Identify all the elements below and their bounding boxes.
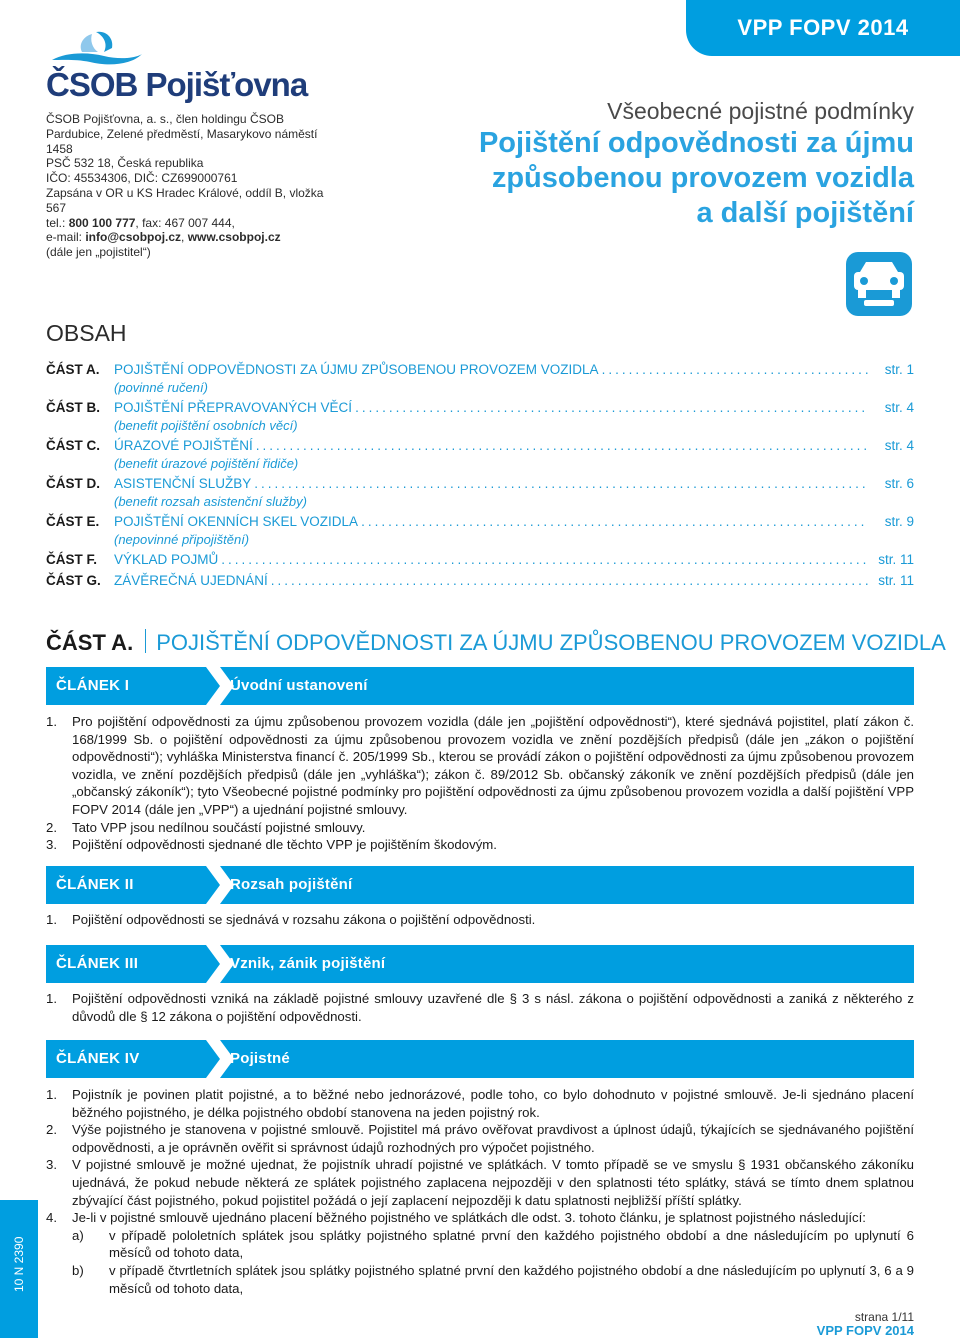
title-subtitle: Všeobecné pojistné podmínky [607, 98, 914, 124]
paragraph [46, 911, 914, 929]
car-icon [840, 250, 918, 318]
paragraph-number: 1. [46, 912, 57, 927]
toc-item[interactable] [46, 573, 914, 591]
toc-page: str. 1 [884, 362, 914, 377]
paragraph-text: Pojištění odpovědnosti sjednané dle těchto VPP je pojištěním škodovým. [72, 837, 497, 853]
toc-subtitle: (nepovinné připojištění) [114, 532, 250, 547]
toc-title[interactable]: ASISTENČNÍ SLUŽBY [114, 476, 252, 491]
subitem-letter: a) [72, 1227, 84, 1243]
logo-wordmark [46, 66, 307, 104]
toc-item[interactable] [46, 476, 914, 511]
document-code-strip [0, 1200, 38, 1338]
company-line: Pardubice, Zelené předměstí, Masarykovo náměstí 1458 [46, 126, 318, 156]
paragraph [46, 990, 914, 1025]
toc-page: str. 9 [884, 514, 914, 529]
toc-title[interactable]: ÚRAZOVÉ POJIŠTĚNÍ [114, 438, 253, 453]
toc-leader [355, 400, 868, 415]
paragraph-text: Tato VPP jsou nedílnou součástí pojistné smlouvy. [72, 819, 366, 835]
banner-shape-icon [46, 667, 914, 705]
toc-item[interactable] [46, 552, 914, 570]
part-title: POJIŠTĚNÍ ODPOVĚDNOSTI ZA ÚJMU ZPŮSOBENOU PROVOZEM VOZIDLA [156, 630, 946, 655]
paragraph-number: 2. [46, 819, 57, 835]
paragraph [46, 1121, 914, 1156]
banner-shape-icon [46, 866, 914, 904]
paragraph [46, 1156, 914, 1209]
company-line: PSČ 532 18, Česká republika [46, 156, 204, 171]
heading-divider [145, 629, 146, 653]
toc-page: str. 4 [884, 400, 914, 415]
part-a-heading [46, 626, 946, 656]
separator: , [181, 230, 188, 245]
part-label: ČÁST A. [46, 630, 134, 655]
toc-item[interactable] [46, 514, 914, 549]
toc-subtitle: (benefit rozsah asistenční služby) [114, 494, 307, 509]
toc-part: ČÁST F. [46, 552, 98, 567]
paragraph-number: 3. [46, 1157, 57, 1173]
toc-item[interactable] [46, 400, 914, 435]
article-title: Úvodní ustanovení [230, 677, 368, 694]
toc-leader [254, 476, 868, 491]
subitem [72, 1227, 914, 1262]
article-label: ČLÁNEK IV [56, 1050, 140, 1067]
article-label: ČLÁNEK I [56, 677, 130, 694]
paragraph-text: Pojištění odpovědnosti vzniká na základě pojistné smlouvy uzavřené dle § 3 s násl. zákona o pojištění odpovědnosti a zaniká z některého z důvodů dle § 12 zákona o pojištění odpovědnosti. [72, 991, 914, 1024]
paragraph-text: V pojistné smlouvě je možné ujednat, že pojistník uhradí pojistné ve splátkách. V tomto případě se ve smyslu § 1931 občanského zákoníku ujednává, že pokud nebude některá ze splátek pojistného zaplacena nejpozději v den splatnosti této splátky, stává se tímto dnem splatnou zbývající část pojistného, pokud pojistitel požádá o její zaplacení nejpozději k datu splatnosti nejbližší příští splátky. [72, 1157, 914, 1208]
article-body [46, 911, 914, 929]
paragraph-text: Pro pojištění odpovědnosti za újmu způsobenou provozem vozidla (dále jen „pojištění odpovědnosti“), které sjednává pojistitel, platí zákon č. 168/1999 Sb. o pojištění odpovědnosti za újmu způsobenou provozem vozidla ve znění pozdějších předpisů (dále jen „zákon o pojištění odpovědnosti“); vyhláška Ministerstva financí č. 205/1999 Sb., kterou se provádí zákon o pojištění odpovědnosti za újmu způsobenou provozem vozidla, ve znění pozdějších předpisů (dále jen „vyhláška“); zákon č. 89/2012 Sb. občanský zákoník ve znění pozdějších předpisů (dále jen „občanský zákoník“); tyto Všeobecné pojistné podmínky pro pojištění odpovědnosti za újmu způsobenou provozem vozidla a další pojištění VPP FOPV 2014 (dále jen „VPP“) a ujednání pojistné smlouvy. [72, 714, 914, 817]
banner-shape-icon [46, 1040, 914, 1078]
article-label: ČLÁNEK II [56, 876, 134, 893]
toc-leader [602, 362, 868, 377]
title-line: Pojištění odpovědnosti za újmu [478, 127, 914, 159]
company-info [46, 112, 346, 260]
toc-title[interactable]: POJIŠTĚNÍ OKENNÍCH SKEL VOZIDLA [114, 514, 359, 529]
toc-title[interactable]: POJIŠTĚNÍ ODPOVĚDNOSTI ZA ÚJMU ZPŮSOBENOU PROVOZEM VOZIDLA [114, 362, 599, 377]
toc-subtitle: (benefit pojištění osobních věcí) [114, 418, 298, 433]
company-email-line [46, 230, 346, 245]
toc-part: ČÁST C. [46, 438, 100, 453]
toc-page: str. 11 [878, 573, 914, 588]
vpp-badge: VPP FOPV 2014 [686, 0, 960, 56]
phone-number[interactable]: 800 100 777 [68, 215, 136, 230]
toc-title[interactable]: POJIŠTĚNÍ PŘEPRAVOVANÝCH VĚCÍ [114, 400, 353, 415]
title-line: a další pojištění [696, 197, 914, 229]
toc-page: str. 4 [884, 438, 914, 453]
toc-page: str. 6 [884, 476, 914, 491]
paragraph-number: 2. [46, 1122, 57, 1138]
paragraph-text: Je-li v pojistné smlouvě ujednáno placení běžného pojistného ve splátkách dle odst. 3. tohoto článku, je splatnost pojistného následující: [72, 1210, 866, 1226]
toc-heading: OBSAH [46, 320, 127, 346]
article-banner [46, 1040, 914, 1078]
banner-shape-icon [46, 945, 914, 983]
toc-part: ČÁST G. [46, 573, 101, 588]
table-of-contents [46, 362, 914, 594]
paragraph-text: Výše pojistného je stanovena v pojistné smlouvě. Pojistitel má právo ověřovat pravdivost a úplnost údajů, týkajících se sjednávaného pojištění odpovědnosti, a je oprávněn ověřit si správnost údajů rozhodných pro výpočet pojistného. [72, 1122, 914, 1155]
document-title [479, 96, 914, 231]
page-number: strana 1/11 [854, 1310, 914, 1324]
article-body [46, 713, 914, 854]
paragraph-number: 3. [46, 837, 57, 853]
paragraph [46, 713, 914, 819]
toc-title[interactable]: ZÁVĚREČNÁ UJEDNÁNÍ [114, 573, 268, 588]
subitem-list [72, 1227, 914, 1297]
toc-subtitle: (benefit úrazové pojištění řidiče) [114, 456, 299, 471]
article-title: Rozsah pojištění [230, 876, 353, 893]
toc-leader [271, 573, 868, 588]
company-line: ČSOB Pojišťovna, a. s., člen holdingu ČSOB [46, 112, 284, 126]
title-line: způsobenou provozem vozidla [491, 162, 914, 194]
subitem-text: v případě pololetních splátek jsou splátky pojistného splatné první den každého pojistného období a dne následujícím po uplynutí 6 měsíců od tohoto data, [109, 1227, 914, 1261]
toc-item[interactable] [46, 438, 914, 473]
paragraph-number: 4. [46, 1210, 57, 1226]
paragraph-text: Pojistník je povinen platit pojistné, a to běžné nebo jednorázové, podle toho, co bylo dohodnuto v pojistné smlouvě. Je-li sjednáno placení běžného pojistného, je délka pojistného období stanovena na jeden pojistný rok. [72, 1087, 914, 1120]
toc-leader [221, 552, 868, 567]
paragraph-text: Pojištění odpovědnosti se sjednává v rozsahu zákona o pojištění odpovědnosti. [72, 912, 536, 927]
footer-document-name: VPP FOPV 2014 [816, 1323, 914, 1338]
article-label: ČLÁNEK III [56, 955, 139, 972]
paragraph [46, 1209, 914, 1227]
page-footer [817, 1310, 914, 1338]
toc-part: ČÁST D. [46, 476, 100, 491]
logo-wordmark-text: ČSOB Pojišťovna [46, 66, 308, 103]
toc-part: ČÁST A. [46, 362, 100, 377]
paragraph-number: 1. [46, 714, 57, 729]
toc-leader [256, 438, 868, 453]
subitem [72, 1262, 914, 1297]
article-body [46, 990, 914, 1025]
article-banner [46, 667, 914, 705]
subitem-text: v případě čtvrtletních splátek jsou splátky pojistného splatné první den každého pojistného období a dne následujícím po uplynutí 3, 6 a 9 měsíců od tohoto data, [109, 1262, 914, 1296]
fax-text: , fax: 467 007 444, [135, 215, 235, 230]
toc-item[interactable] [46, 362, 914, 397]
document-code: 10 N 2390 [12, 1236, 26, 1292]
toc-subtitle: (povinné ručení) [114, 380, 208, 395]
tel-label: tel.: [46, 215, 69, 230]
paragraph-number: 1. [46, 1087, 57, 1102]
company-line: (dále jen „pojistitel“) [46, 245, 151, 260]
article-body [46, 1086, 914, 1297]
company-line: IČO: 45534306, DIČ: CZ699000761 [46, 171, 238, 186]
article-banner [46, 866, 914, 904]
article-title: Pojistné [230, 1050, 290, 1067]
toc-part: ČÁST B. [46, 400, 100, 415]
subitem-letter: b) [72, 1262, 84, 1278]
toc-title[interactable]: VÝKLAD POJMŮ [114, 552, 219, 567]
article-banner [46, 945, 914, 983]
paragraph [46, 836, 914, 854]
website-link[interactable]: www.csobpoj.cz [187, 230, 281, 245]
toc-leader [361, 514, 868, 529]
toc-page: str. 11 [878, 552, 914, 567]
paragraph-number: 1. [46, 991, 57, 1006]
article-title: Vznik, zánik pojištění [230, 955, 386, 972]
paragraph [46, 1086, 914, 1121]
toc-part: ČÁST E. [46, 514, 100, 529]
email-link[interactable]: info@csobpoj.cz [85, 230, 182, 245]
company-line: Zapsána v OR u KS Hradec Králové, oddíl B, vložka 567 [46, 185, 324, 215]
email-label: e-mail: [46, 230, 86, 245]
company-contact-line [46, 216, 346, 231]
paragraph [46, 819, 914, 837]
